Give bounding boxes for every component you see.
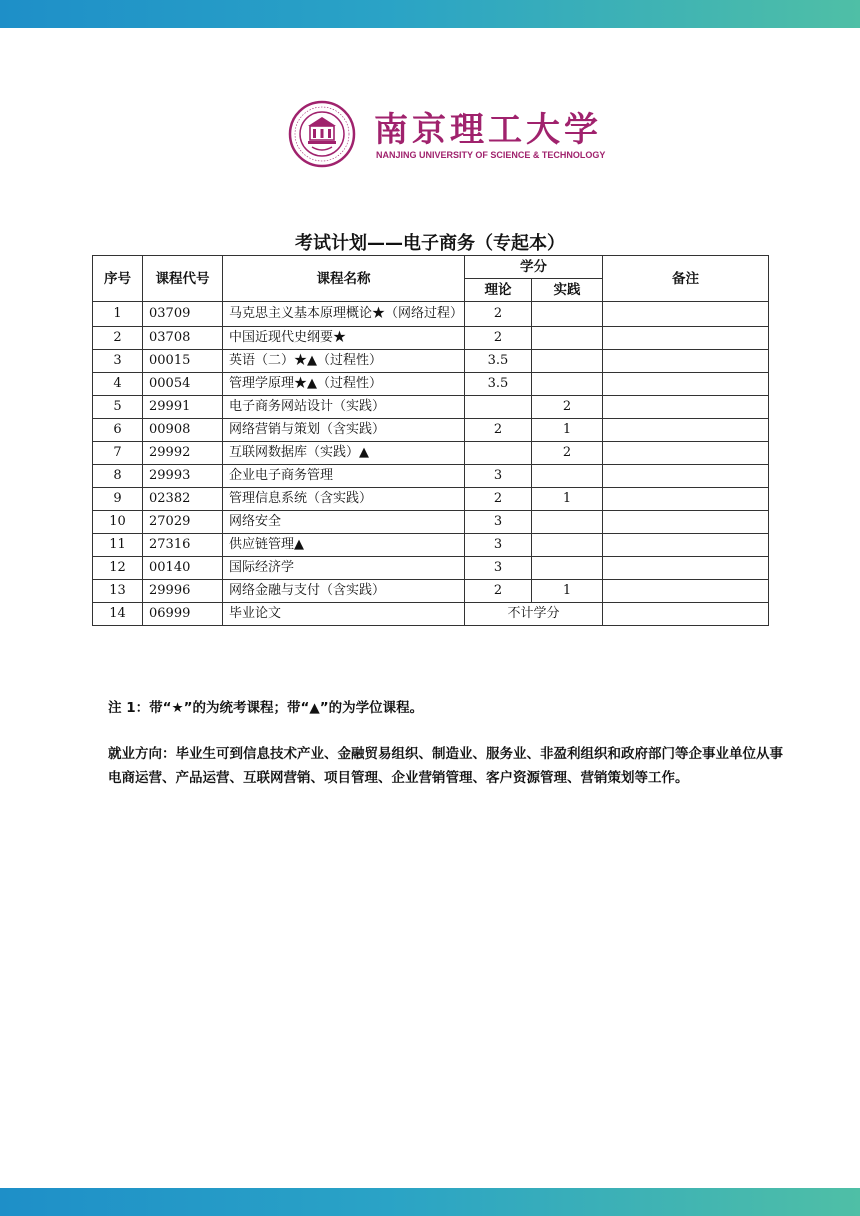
table-row bbox=[93, 302, 769, 327]
cell-name: 管理信息系统（含实践） bbox=[223, 488, 465, 511]
table-row bbox=[93, 603, 769, 626]
cell-theory: 3.5 bbox=[465, 373, 532, 396]
cell-seq: 11 bbox=[93, 534, 143, 557]
cell-theory: 2 bbox=[465, 302, 532, 327]
cell-code: 06999 bbox=[143, 603, 223, 626]
cell-seq: 7 bbox=[93, 442, 143, 465]
cell-practice: 2 bbox=[532, 442, 603, 465]
cell-code: 27316 bbox=[143, 534, 223, 557]
cell-remarks bbox=[603, 419, 769, 442]
cell-theory: 2 bbox=[465, 327, 532, 350]
cell-practice bbox=[532, 350, 603, 373]
cell-remarks bbox=[603, 534, 769, 557]
cell-code: 02382 bbox=[143, 488, 223, 511]
cell-remarks bbox=[603, 327, 769, 350]
cell-practice bbox=[532, 373, 603, 396]
table-row bbox=[93, 511, 769, 534]
exam-plan-table bbox=[92, 255, 769, 626]
cell-remarks bbox=[603, 442, 769, 465]
cell-name: 国际经济学 bbox=[223, 557, 465, 580]
cell-theory: 2 bbox=[465, 488, 532, 511]
cell-practice: 2 bbox=[532, 396, 603, 419]
cell-code: 27029 bbox=[143, 511, 223, 534]
cell-name: 网络营销与策划（含实践） bbox=[223, 419, 465, 442]
cell-name: 毕业论文 bbox=[223, 603, 465, 626]
cell-theory: 2 bbox=[465, 580, 532, 603]
cell-remarks bbox=[603, 302, 769, 327]
cell-seq: 3 bbox=[93, 350, 143, 373]
cell-practice bbox=[532, 302, 603, 327]
cell-name: 互联网数据库（实践）▲ bbox=[223, 442, 465, 465]
university-logo bbox=[288, 98, 606, 170]
university-name-cn: 南京理工大学 bbox=[374, 110, 602, 150]
table-row bbox=[93, 580, 769, 603]
cell-remarks bbox=[603, 350, 769, 373]
bottom-color-band bbox=[0, 1188, 860, 1216]
table-row bbox=[93, 350, 769, 373]
cell-code: 29992 bbox=[143, 442, 223, 465]
cell-seq: 8 bbox=[93, 465, 143, 488]
cell-seq: 5 bbox=[93, 396, 143, 419]
cell-name: 供应链管理▲ bbox=[223, 534, 465, 557]
cell-name: 英语（二）★▲（过程性） bbox=[223, 350, 465, 373]
cell-name: 网络金融与支付（含实践） bbox=[223, 580, 465, 603]
cell-name: 网络安全 bbox=[223, 511, 465, 534]
cell-name: 马克思主义基本原理概论★（网络过程） bbox=[223, 302, 465, 327]
cell-remarks bbox=[603, 488, 769, 511]
note-legend: 注 1：带“★”的为统考课程；带“▲”的为学位课程。 bbox=[108, 700, 424, 716]
cell-practice bbox=[532, 465, 603, 488]
cell-theory: 3 bbox=[465, 534, 532, 557]
header-practice: 实践 bbox=[532, 279, 603, 302]
cell-practice: 1 bbox=[532, 580, 603, 603]
cell-remarks bbox=[603, 511, 769, 534]
table-row bbox=[93, 534, 769, 557]
table-row bbox=[93, 419, 769, 442]
table-row bbox=[93, 373, 769, 396]
table-row bbox=[93, 465, 769, 488]
cell-theory: 3 bbox=[465, 465, 532, 488]
header-credits: 学分 bbox=[465, 256, 603, 279]
cell-code: 29996 bbox=[143, 580, 223, 603]
cell-name: 中国近现代史纲要★ bbox=[223, 327, 465, 350]
cell-practice: 1 bbox=[532, 488, 603, 511]
table-row bbox=[93, 442, 769, 465]
cell-seq: 10 bbox=[93, 511, 143, 534]
cell-practice bbox=[532, 534, 603, 557]
cell-code: 29993 bbox=[143, 465, 223, 488]
cell-theory: 3 bbox=[465, 511, 532, 534]
cell-seq: 1 bbox=[93, 302, 143, 327]
cell-code: 03709 bbox=[143, 302, 223, 327]
cell-remarks bbox=[603, 557, 769, 580]
cell-code: 00140 bbox=[143, 557, 223, 580]
cell-name: 管理学原理★▲（过程性） bbox=[223, 373, 465, 396]
cell-remarks bbox=[603, 580, 769, 603]
cell-credits-merged: 不计学分 bbox=[465, 603, 603, 626]
cell-theory: 2 bbox=[465, 419, 532, 442]
cell-remarks bbox=[603, 603, 769, 626]
top-color-band bbox=[0, 0, 860, 28]
university-seal-icon bbox=[288, 100, 356, 168]
cell-practice bbox=[532, 557, 603, 580]
table-row bbox=[93, 327, 769, 350]
cell-seq: 4 bbox=[93, 373, 143, 396]
career-direction: 就业方向：毕业生可到信息技术产业、金融贸易组织、制造业、服务业、非盈利组织和政府部门等企事业单位从事电商运营、产品运营、互联网营销、项目管理、企业营销管理、客户资源管理、营销策划等工作。 bbox=[108, 746, 783, 786]
cell-code: 29991 bbox=[143, 396, 223, 419]
cell-code: 00908 bbox=[143, 419, 223, 442]
cell-seq: 12 bbox=[93, 557, 143, 580]
header-remarks: 备注 bbox=[603, 256, 769, 302]
cell-seq: 13 bbox=[93, 580, 143, 603]
cell-code: 03708 bbox=[143, 327, 223, 350]
table-row bbox=[93, 396, 769, 419]
cell-remarks bbox=[603, 465, 769, 488]
header-course-code: 课程代号 bbox=[143, 256, 223, 302]
cell-name: 企业电子商务管理 bbox=[223, 465, 465, 488]
cell-name: 电子商务网站设计（实践） bbox=[223, 396, 465, 419]
header-course-name: 课程名称 bbox=[223, 256, 465, 302]
cell-practice bbox=[532, 511, 603, 534]
university-name-en: NANJING UNIVERSITY OF SCIENCE & TECHNOLOGY bbox=[376, 150, 606, 160]
cell-theory: 3.5 bbox=[465, 350, 532, 373]
cell-seq: 2 bbox=[93, 327, 143, 350]
cell-theory: 3 bbox=[465, 557, 532, 580]
cell-seq: 6 bbox=[93, 419, 143, 442]
cell-seq: 14 bbox=[93, 603, 143, 626]
cell-seq: 9 bbox=[93, 488, 143, 511]
cell-practice: 1 bbox=[532, 419, 603, 442]
header-theory: 理论 bbox=[465, 279, 532, 302]
table-row bbox=[93, 557, 769, 580]
cell-practice bbox=[532, 327, 603, 350]
header-seq: 序号 bbox=[93, 256, 143, 302]
cell-theory bbox=[465, 396, 532, 419]
cell-remarks bbox=[603, 396, 769, 419]
table-row bbox=[93, 488, 769, 511]
cell-theory bbox=[465, 442, 532, 465]
cell-remarks bbox=[603, 373, 769, 396]
page-title: 考试计划——电子商务（专起本） bbox=[295, 233, 565, 254]
cell-code: 00054 bbox=[143, 373, 223, 396]
cell-code: 00015 bbox=[143, 350, 223, 373]
